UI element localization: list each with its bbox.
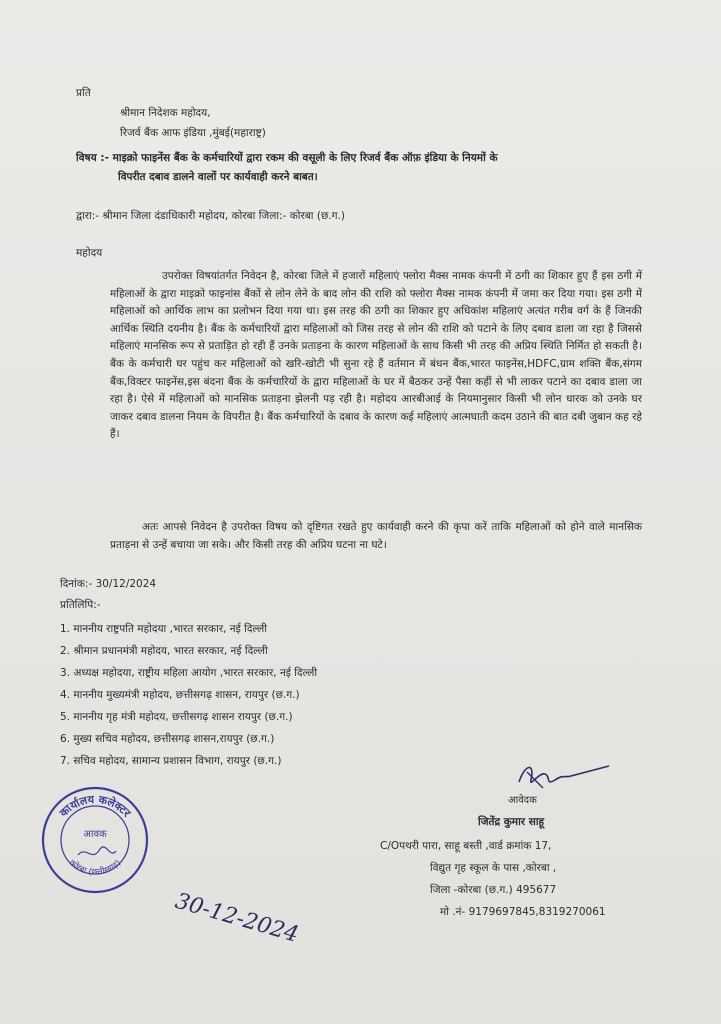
- list-item: 3. अध्यक्ष महोदया, राष्ट्रीय महिला आयोग ,भारत सरकार, नई दिल्ली: [60, 667, 318, 679]
- copy-heading: प्रतिलिपि:-: [60, 599, 101, 611]
- prati-label: प्रति: [76, 87, 91, 99]
- list-item: 2. श्रीमान प्रधानमंत्री महोदय, भारत सरकार, नई दिल्ली: [60, 645, 268, 657]
- via-line: द्वारा:- श्रीमान जिला दंडाधिकारी महोदय, कोरबा जिला:- कोरबा (छ.ग.): [76, 210, 345, 222]
- mobile-numbers: मो .नं- 9179697845,8319270061: [440, 906, 606, 918]
- address-line-3: जिला -कोरबा (छ.ग.) 495677: [430, 884, 557, 896]
- office-received-stamp: [40, 785, 150, 895]
- handwritten-received-date: [170, 885, 320, 955]
- handwritten-date-text: 30-12-2024: [172, 888, 302, 948]
- list-item: 5. माननीय गृह मंत्री महोदय, छत्तीसगढ़ शासन रायपुर (छ.ग.): [60, 711, 293, 723]
- stamp-text-bottom: कोरबा (छत्तीसगढ़): [66, 858, 124, 878]
- letter-date: दिनांक:- 30/12/2024: [60, 578, 157, 590]
- address-line-1: C/Oपथरी पारा, साहू बस्ती ,वार्ड क्रमांक 17,: [380, 840, 552, 852]
- svg-text:कोरबा (छत्तीसगढ़): [67, 857, 123, 877]
- stamp-text-top: कार्यालय कलेक्टर: [57, 792, 134, 820]
- applicant-label: आवेदक: [508, 795, 537, 806]
- list-item: 4. माननीय मुख्यमंत्री महोदय, छत्तीसगढ़ शासन, रायपुर (छ.ग.): [60, 689, 300, 701]
- list-item: 1. माननीय राष्ट्रपति महोदया ,भारत सरकार, नई दिल्ली: [60, 623, 267, 635]
- list-item: 7. सचिव महोदय, सामान्य प्रशासन विभाग, रायपुर (छ.ग.): [60, 755, 282, 767]
- copy-list: [60, 618, 317, 772]
- body-paragraph-1: उपरोक्त विषयांतर्गत निवेदन है, कोरबा जिले में हजारों महिलाएं फ्लोरा मैक्स नामक कंपनी में ठगी का शिकार हुए हैं इस ठगी में महिलाओं के द्वारा माइक्रो फाइनांस बैंकों से लोन लेने के बाद लोन की राशि को फ्लोरा मैक्स नामक कंपनी में जमा कर दिया गया। इस ठगी में महिलाओं को आर्थिक लाभ का प्रलोभन दिया गया था। इस तरह की ठगी का शिकार हुए अधिकांश महिलाएं अत्यंत गरीब वर्ग के हैं जिनकी आर्थिक स्थिति दयनीय है। बैंक के कर्मचारियों द्वारा महिलाओं को जिस तरह से लोन की राशि को पटाने के लिए दबाव डाला जा रहा है जिससे महिलाएं मानसिक रूप से प्रताड़ित हो रही हैं उनके प्रताड़ना के कारण महिलाओं के साथ किसी भी तरह की अप्रिय स्थिति निर्मित हो सकती है। बैंक के कर्मचारी घर पहुंच कर महिलाओं को खरि-खोटी भी सुना रहे हैं वर्तमान में बंधन बैंक,भारत फाइनेंस,HDFC,ग्राम शक्ति बैंक,संगम बैंक,विक्टर फाइनेंस,इस बंदना बैंक के कर्मचारियों के द्वारा महिलाओं के घर में बैठकर उन्हें पैसा कहीं से भी लाकर पटाने का दबाव डाला जा रहा है। ऐसे में महिलाओं को मानसिक प्रताड़ना झेलनी पड़ रही है। महोदय आरबीआई के नियमानुसार किसी भी लोन धारक को उनके घर जाकर दबाव डालना नियम के विपरीत है। बैंक कर्मचारियों के दबाव के कारण कई महिलाएं आत्मघाती कदम उठाने की बात दबी जुबान कह रहे हैं।: [110, 270, 642, 441]
- recipient-line-1: श्रीमान निदेशक महोदय,: [120, 107, 211, 119]
- recipient-line-2: रिजर्व बैंक आफ इंडिया ,मुंबई(महाराष्ट्र): [120, 127, 266, 139]
- subject-line-2: विपरीत दबाव डालने वालों पर कार्यवाही करने बाबत।: [118, 171, 318, 183]
- stamp-text-middle: आवक: [83, 829, 107, 840]
- subject-line-1: विषय :- माइक्रो फाइनेंस बैंक के कर्मचारियों द्वारा रकम की वसूली के लिए रिजर्व बैंक ऑफ़ इंडिया के नियमों के: [76, 152, 498, 164]
- address-line-2: विद्युत गृह स्कूल के पास ,कोरबा ,: [430, 862, 557, 874]
- applicant-name: जितेंद्र कुमार साहू: [478, 816, 545, 828]
- salutation: महोदय: [76, 247, 103, 259]
- body-paragraph-2: अतः आपसे निवेदन है उपरोक्त विषय को दृष्टिगत रखते हुए कार्यवाही करने की कृपा करें ताकि महिलाओं को होने वाले मानसिक प्रताड़ना से उन्हें बचाया जा सके। और किसी तरह की अप्रिय घटना ना घटे।: [110, 521, 642, 551]
- list-item: 6. मुख्य सचिव महोदय, छत्तीसगढ़ शासन,रायपुर (छ.ग.): [60, 733, 275, 745]
